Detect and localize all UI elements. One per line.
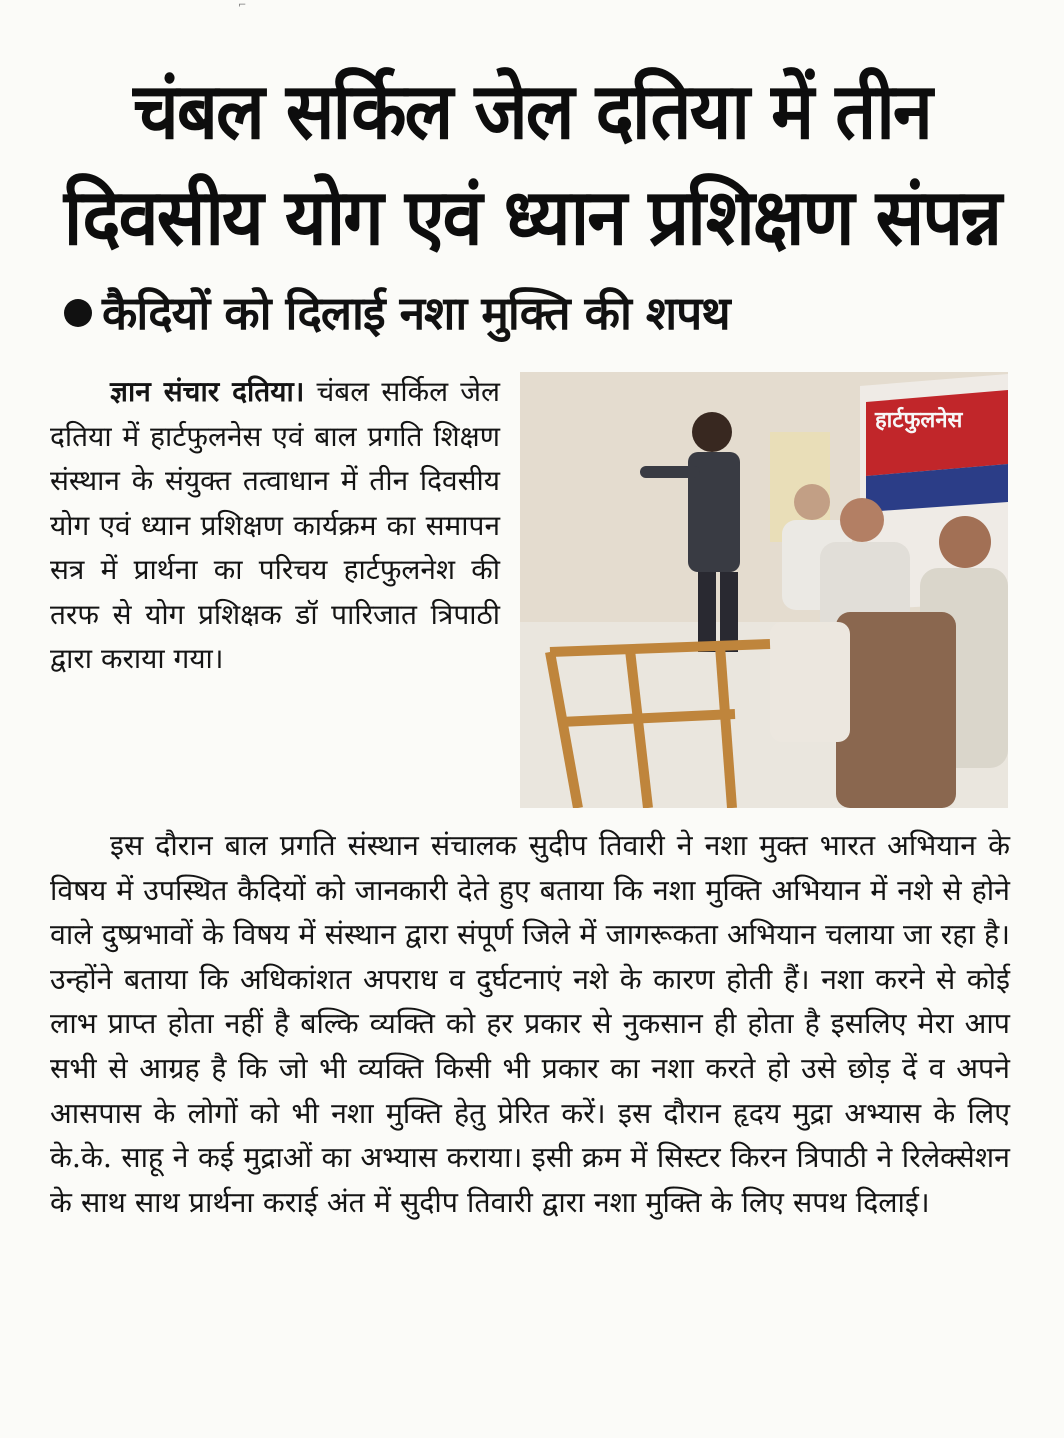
banner-text: हार्टफुलनेस — [875, 408, 963, 433]
lead-text: चंबल सर्किल जेल दतिया में हार्टफुलनेस एवं बाल प्रगति शिक्षण संस्थान के संयुक्त तत्वाधान में तीन दिवसीय योग एवं ध्यान प्रशिक्षण कार्यक्रम का समापन सत्र में प्रार्थना का परिचय हार्टफुलनेश की तरफ से योग प्रशिक्षक डॉ पारिजात त्रिपाठी द्वारा कराया गया। — [50, 375, 500, 675]
body-text: इस दौरान बाल प्रगति संस्थान संचालक सुदीप तिवारी ने नशा मुक्त भारत अभियान के विषय में उपस्थित कैदियों को जानकारी देते हुए बताया कि नशा मुक्ति अभियान में नशे से होने वाले दुष्प्रभावों के विषय में संस्थान द्वारा संपूर्ण जिले में जागरूकता अभियान चलाया जा रहा है। उन्होंने बताया कि अधिकांशत अपराध व दुर्घटनाएं नशे के कारण होती हैं। नशा करने से कोई लाभ प्राप्त होता नहीं है बल्कि व्यक्ति को हर प्रकार से नुकसान ही होता है इसलिए मेरा आप सभी से आग्रह है कि जो भी व्यक्ति किसी भी प्रकार का नशा करते हो उसे छोड़ दें व अपने आसपास के लोगों को भी नशा मुक्ति हेतु प्रेरित करें। इस दौरान हृदय मुद्रा अभ्यास के लिए के.के. साहू ने कई मुद्राओं का अभ्यास कराया। इसी क्रम में सिस्टर किरन त्रिपाठी ने रिलेक्सेशन के साथ साथ प्रार्थना कराई अंत में सुदीप तिवारी द्वारा नशा मुक्ति के लिए सपथ दिलाई। — [50, 829, 1010, 1219]
lead-paragraph — [50, 370, 500, 682]
headline — [30, 58, 1034, 270]
clipping-edge-mark: ⌐ — [238, 0, 247, 11]
news-photo — [520, 372, 1008, 808]
photo-illustration — [520, 372, 1008, 808]
subheadline-text: कैदियों को दिलाई नशा मुक्ति की शपथ — [102, 286, 730, 340]
headline-line-1: चंबल सर्किल जेल दतिया में तीन — [133, 65, 931, 157]
body-paragraph — [50, 824, 1010, 1225]
bullet-icon — [64, 299, 92, 327]
headline-line-2: दिवसीय योग एवं ध्यान प्रशिक्षण संपन्न — [63, 171, 1001, 263]
byline: ज्ञान संचार दतिया। — [110, 375, 305, 408]
subheadline — [64, 282, 964, 344]
